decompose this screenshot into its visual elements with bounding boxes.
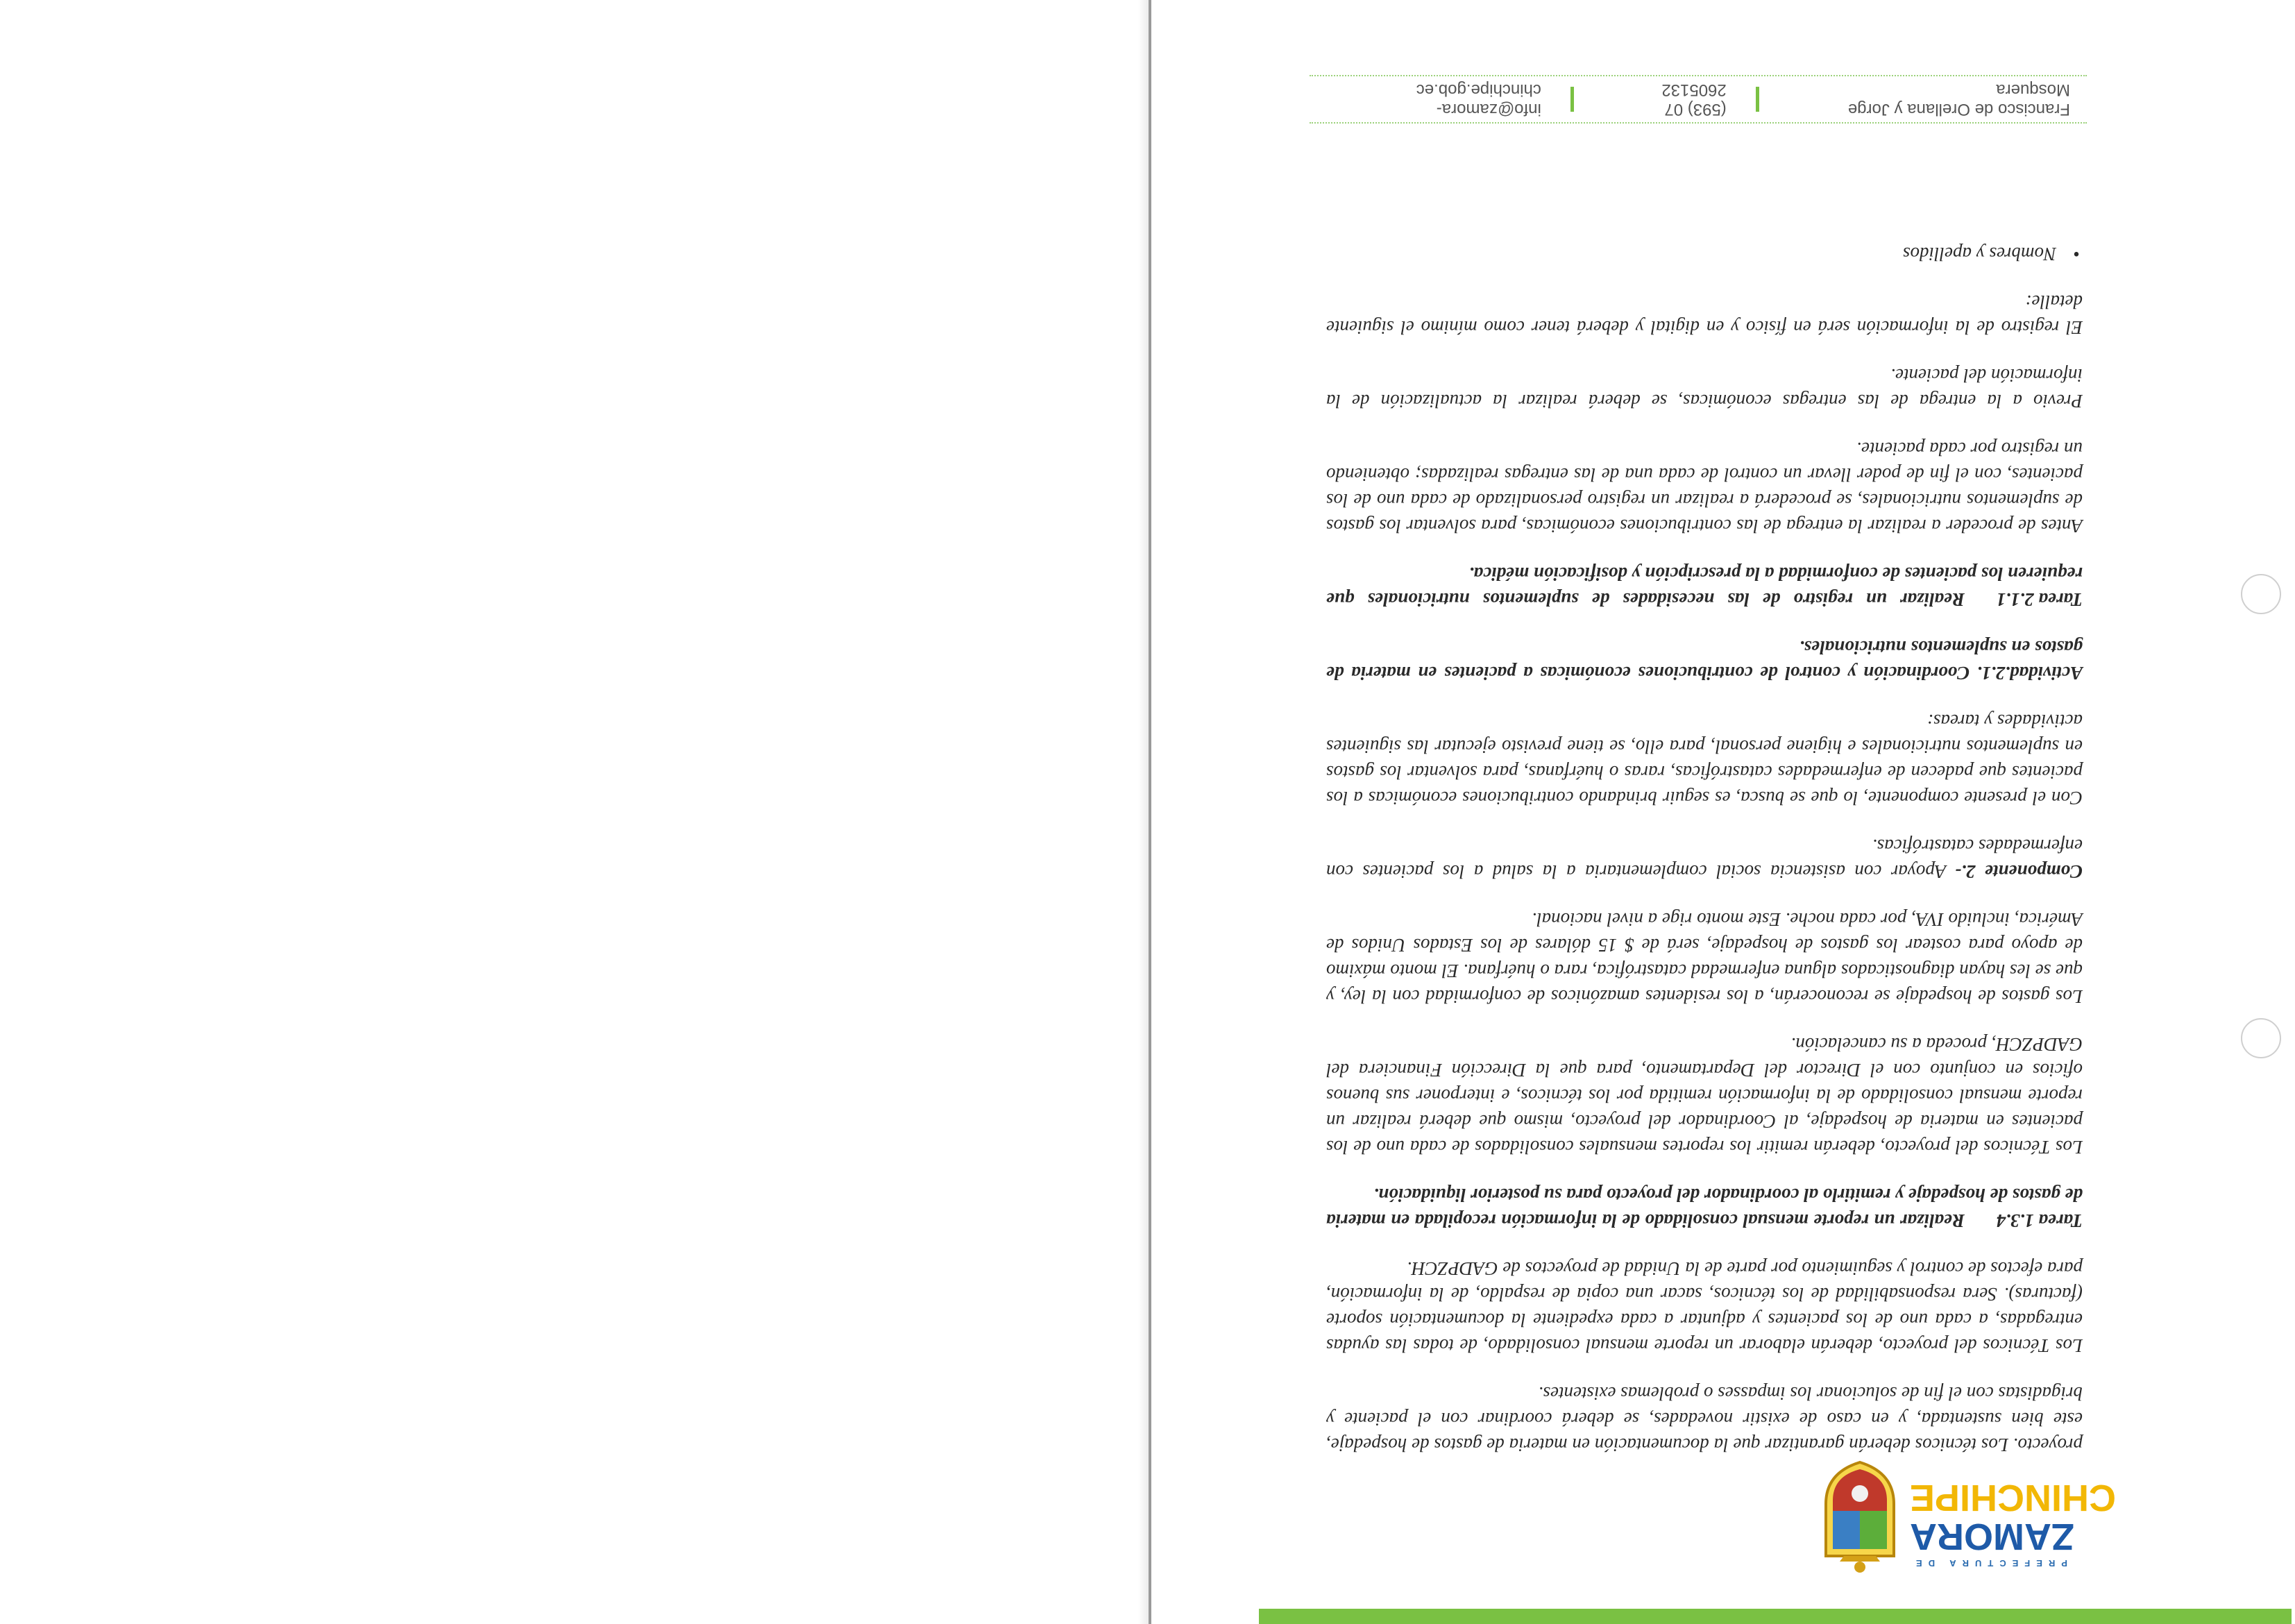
footer-phone: (593) 07 2605132 xyxy=(1661,81,1727,119)
fold-shadow xyxy=(1138,0,1149,1624)
task-label: Tarea 1.3.4 xyxy=(1996,1210,2083,1231)
page-fold-line xyxy=(1149,0,1151,1624)
coat-of-arms-icon xyxy=(1819,1459,1901,1577)
task-heading xyxy=(1326,561,2083,612)
paragraph: Los gastos de hospedaje se reconocerán, a los residentes amazónicos de conformidad con la ley, y que se les hayan diagnosticados alguna enfermedad catastrófica, rara o huérfana. El monto máximo de apoyo para costear los gastos de hospedaje, será de $ 15 dólares de los Estados Unidos de América, incluido IVA, por cada noche. Este monto rige a nivel nacional. xyxy=(1326,909,2083,1007)
document-body xyxy=(1326,216,2083,1457)
punch-hole xyxy=(2241,1018,2281,1058)
component-text: Apoyar con asistencia social complementaria a la salud a los pacientes con enfermedades catastróficas. xyxy=(1326,836,2083,882)
footer-address: Francisco de Orellana y Jorge Mosquera xyxy=(1847,81,2070,119)
task-heading xyxy=(1326,1182,2083,1233)
footer-separator xyxy=(1756,87,1760,112)
logo-name-line1: ZAMORA xyxy=(1910,1516,2074,1557)
logo-prefix: PREFECTURA DE xyxy=(1910,1558,2068,1568)
activity-heading: Actividad.2.1. Coordinación y control de contribuciones económicas a pacientes en materia de gastos en suplementos nutricionales. xyxy=(1326,637,2083,684)
component-heading xyxy=(1326,833,2083,884)
footer-separator xyxy=(1570,87,1575,112)
scanned-page xyxy=(1154,0,2295,1624)
paragraph: Antes de proceder a realizar la entrega de las contribuciones económicas, para solventar los gastos de suplementos nutricionales, se procederá a realizar un registro personalizado de cada uno de los pacientes, con el fin de poder llevar un control de cada una de las entregas realizadas; obteniendo un registro por cada paciente. xyxy=(1326,439,2083,536)
punch-hole xyxy=(2241,574,2281,614)
paragraph: El registro de la información será en físico y en digital y deberá tener como mínimo el siguiente detalle: xyxy=(1326,291,2083,338)
prefecture-logo xyxy=(1834,1459,2125,1577)
footer-email: info@zamora-chinchipe.gob.ec xyxy=(1416,81,1541,119)
component-label: Componente 2.- xyxy=(1955,861,2083,882)
paragraph: Previo a la entrega de las entregas económicas, se deberá realizar la actualización de la información del paciente. xyxy=(1326,365,2083,412)
paragraph: proyecto. Los técnicos deberán garantizar que la documentación en materia de gastos de hospedaje, este bien sustentada, y en caso de existir novedades, se deberá coordinar con el paciente y brigadistas con el fin de solucionar los impasses o problemas existentes. xyxy=(1326,1383,2083,1455)
logo-name-line2: CHINCHIPE xyxy=(1910,1477,2117,1519)
task-label: Tarea 2.1.1 xyxy=(1996,589,2083,610)
paragraph: Con el presente componente, lo que se busca, es seguir brindando contribuciones económicas a los pacientes que padecen de enfermedades catastróficas, raras o huérfanas, para solventar los gastos en suplementos nutricionales e higiene personal, para ello, se tiene previsto ejecutar las siguientes actividades y tareas: xyxy=(1326,711,2083,809)
paragraph: Los Técnicos del proyecto, deberán remitir los reportes mensuales consolidados de cada uno de los pacientes en materia de hospedaje, al Coordinador del proyecto, mismo que deberá realizar un reporte mensual consolidado de la información remitida por los técnicos, e interponer sus buenos oficios en conjunto con el Director del Departamento, para que la Dirección Financiera del GADPZCH, proceda a su cancelación. xyxy=(1326,1034,2083,1158)
page-footer xyxy=(1310,75,2087,124)
task-text: Realizar un reporte mensual consolidado de la información recopilada en materia de gastos de hospedaje y remitirlo al coordinador del proyecto para su posterior liquidación. xyxy=(1326,1185,2083,1231)
header-green-bar xyxy=(1259,1609,2292,1624)
task-text: Realizar un registro de las necesidades de suplementos nutricionales que requieren los pacientes de conformidad a la prescripción y dosificación médica. xyxy=(1326,564,2083,610)
paragraph: Los Técnicos del proyecto, deberán elaborar un reporte mensual consolidado, de todas las ayudas entregadas, a cada uno de los pacientes y adjuntar a cada expediente la documentación soporte (facturas). Sera responsabilidad de los técnicos, sacar una copia de respaldo, de la información, para efectos de control y seguimiento por parte de la Unidad de proyectos de GADPZCH. xyxy=(1326,1258,2083,1356)
bullet-item: • Nombres y apellidos xyxy=(1326,241,2052,267)
